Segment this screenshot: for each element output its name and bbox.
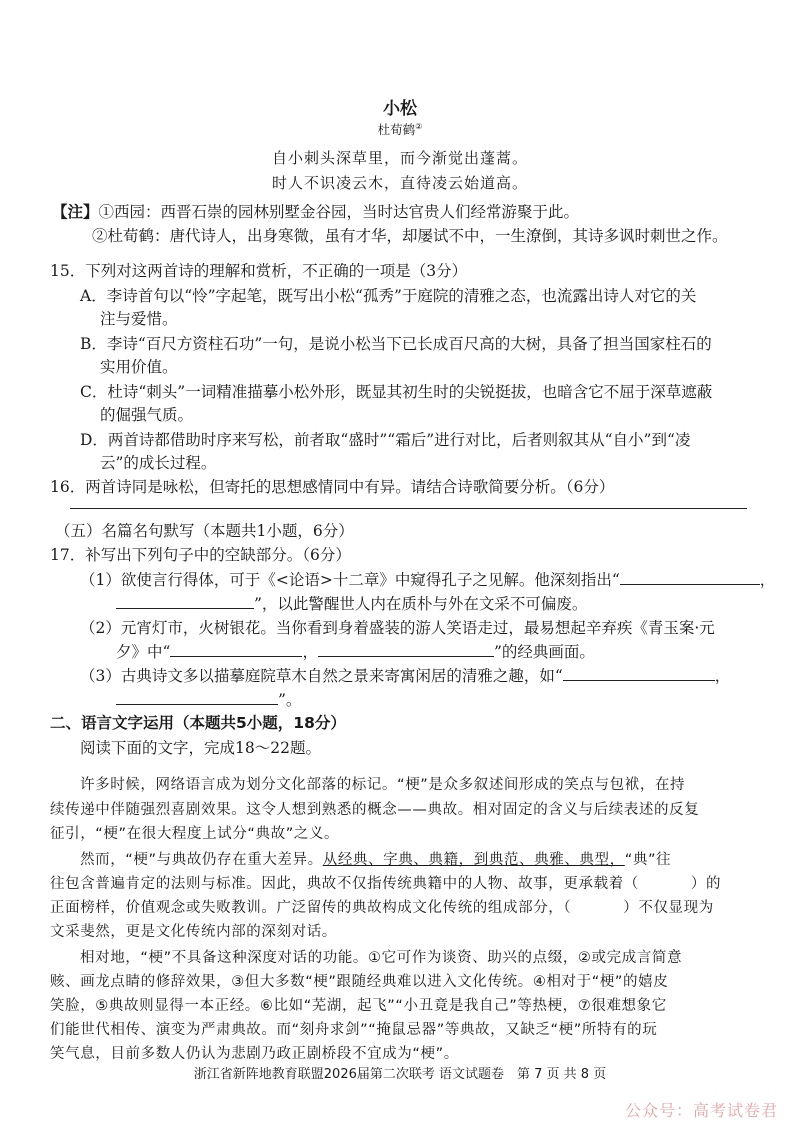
passage-p2-line1-a: 然而，“梗”与典故仍存在重大差异。	[80, 852, 323, 868]
passage-p2-line2	[50, 872, 721, 893]
passage-p2-line1-b: “典”往	[624, 852, 672, 868]
q17-item-1-line2	[116, 592, 587, 614]
poem-author-name: 杜荀鹤	[377, 122, 416, 137]
q17-item-1-comma: ，	[759, 571, 776, 589]
q15-option-a-line2: 注与爱惜。	[100, 310, 178, 328]
q15-option-c-line2: 的倔强气质。	[100, 406, 194, 424]
q17-item-2-pre: 夕》中“	[116, 643, 171, 661]
note-label: 【注】	[52, 203, 99, 221]
q17-item-1-line1	[80, 568, 775, 590]
reading-instruction: 阅读下面的文字，完成18～22题。	[80, 739, 321, 757]
blank-4[interactable]	[318, 642, 494, 657]
blank-3[interactable]	[170, 642, 302, 657]
q17-item-3-end: ”。	[278, 691, 302, 709]
passage-p2-line3-a: 正面榜样，价值观念或失败教训。广泛留传的典故构成文化传统的组成部分，（	[50, 900, 572, 916]
passage-p3-line5: 笑气息，目前多数人仍认为悲剧乃政正剧桥段不宜成为“梗”。	[50, 1046, 459, 1062]
q16-stem: 16．两首诗同是咏松，但寄托的思想感情同中有异。请结合诗歌简要分析。（6分）	[50, 478, 615, 496]
page-footer: 浙江省新阵地教育联盟2026届第二次联考 语文试题卷 第 7 页 共 8 页	[193, 1067, 607, 1082]
author-note-mark: ②	[415, 121, 423, 131]
q15-option-b-line1: B．李诗“百尺方资柱石功”一句，是说小松当下已长成百尺高的大树，具备了担当国家柱石的	[80, 335, 712, 353]
blank-5[interactable]	[563, 666, 715, 681]
q17-item-2-comma: ，	[302, 643, 318, 661]
answer-line	[70, 508, 747, 509]
passage-p3-line1: 相对地，“梗”不具备这种深度对话的功能。①它可作为谈资、助兴的点缀，②或完成言简意	[80, 950, 683, 966]
q15-option-c-line1: C．杜诗“刺头”一词精准描摹小松外形，既显其初生时的尖锐挺拔，也暗含它不屈于深草遮蔽	[80, 383, 713, 401]
q15-option-d-line2: 云”的成长过程。	[100, 454, 217, 472]
passage-p1-line1: 许多时候，网络语言成为划分文化部落的标记。“梗”是众多叙述间形成的笑点与包袱，在持	[80, 777, 686, 793]
q17-item-2-line1: （2）元宵灯市，火树银花。当你看到身着盛装的游人笑语走过，最易想起辛弃疾《青玉案·元	[80, 619, 715, 637]
poem-line-2: 时人不识凌云木，直待凌云始道高。	[271, 174, 528, 192]
poem-line-1: 自小刺头深草里，而今渐觉出蓬蒿。	[271, 149, 528, 167]
section-5-heading: （五）名篇名句默写（本题共1小题，6分）	[55, 522, 354, 540]
q15-option-a-line1: A．李诗首句以“怜”字起笔，既写出小松“孤秀”于庭院的清雅之态，也流露出诗人对它的关	[80, 287, 697, 305]
note-2: ②杜荀鹤：唐代诗人，出身寒微，虽有才华，却屡试不中，一生潦倒，其诗多讽时刺世之作。	[92, 227, 728, 245]
poem-title: 小松	[383, 99, 417, 119]
note-1: ①西园：西晋石崇的园林别墅金谷园，当时达官贵人们经常游聚于此。	[98, 203, 580, 221]
q17-item-1-text: （1）欲使言行得体，可于《<论语>十二章》中窥得孔子之见解。他深刻指出“	[80, 571, 620, 589]
passage-p3-line2: 赅、画龙点睛的修辞效果，③但大多数“梗”跟随经典难以进入文化传统。④相对于“梗”的嬉皮	[50, 974, 669, 990]
blank-1[interactable]	[620, 570, 760, 585]
q15-option-b-line2: 实用价值。	[100, 358, 178, 376]
q17-item-3-text: （3）古典诗文多以描摹庭院草木自然之景来寄寓闲居的清雅之趣，如“	[80, 667, 563, 685]
q17-stem: 17．补写出下列句子中的空缺部分。（6分）	[50, 546, 351, 564]
passage-p2-line3	[50, 896, 714, 917]
passage-p2-line2-b: ）的	[690, 876, 722, 892]
q17-item-3-comma: ，	[714, 667, 731, 685]
note-line-1	[52, 200, 579, 222]
passage-p2-line2-a: 往包含普遍肯定的法则与标准。因此，典故不仅指传统典籍中的人物、故事，更承载着（	[50, 876, 639, 892]
blank-6[interactable]	[116, 690, 278, 705]
passage-p3-line3: 笑脸，⑤典故则显得一本正经。⑥比如“芜湖，起飞”“小丑竟是我自己”等热梗，⑦很难想象它	[50, 998, 667, 1014]
q17-item-3-line2	[116, 688, 301, 710]
passage-p1-line2: 续传递中伴随强烈喜剧效果。这令人想到熟悉的概念——典故。相对固定的含义与后续表述的反复	[50, 802, 700, 818]
q17-item-2-end: ”的经典画面。	[493, 643, 595, 661]
q17-item-2-line2	[116, 640, 595, 662]
q17-item-3-line1	[80, 664, 730, 686]
q17-item-1-rest: ”，以此警醒世人内在质朴与外在文采不可偏废。	[254, 595, 588, 613]
poem-author	[0, 120, 800, 138]
section-2-heading: 二、语言文字运用（本题共5小题，18分）	[50, 714, 346, 732]
passage-p2-line1	[80, 848, 671, 869]
q15-stem: 15．下列对这两首诗的理解和赏析，不正确的一项是（3分）	[50, 262, 468, 280]
underlined-phrase: 从经典、字典、典籍，到典范、典雅、典型，	[322, 852, 625, 868]
watermark: 公众号：高考试卷君	[624, 1101, 778, 1120]
passage-p2-line4: 文采斐然，更是文化传统内部的深刻对话。	[50, 924, 337, 940]
passage-p1-line3: 征引，“梗”在很大程度上试分“典故”之义。	[50, 826, 340, 842]
passage-p2-line3-b: ）不仅显现为	[623, 900, 714, 916]
q15-option-d-line1: D．两首诗都借助时序来写松，前者取“盛时”“霜后”进行对比，后者则叙其从“自小”到“凌	[80, 431, 691, 449]
passage-p3-line4: 们能世代相传、演变为严肃典故。而“刻舟求剑”“掩鼠忌器”等典故，又缺乏“梗”所特有的玩	[50, 1022, 658, 1038]
blank-2[interactable]	[116, 594, 254, 609]
